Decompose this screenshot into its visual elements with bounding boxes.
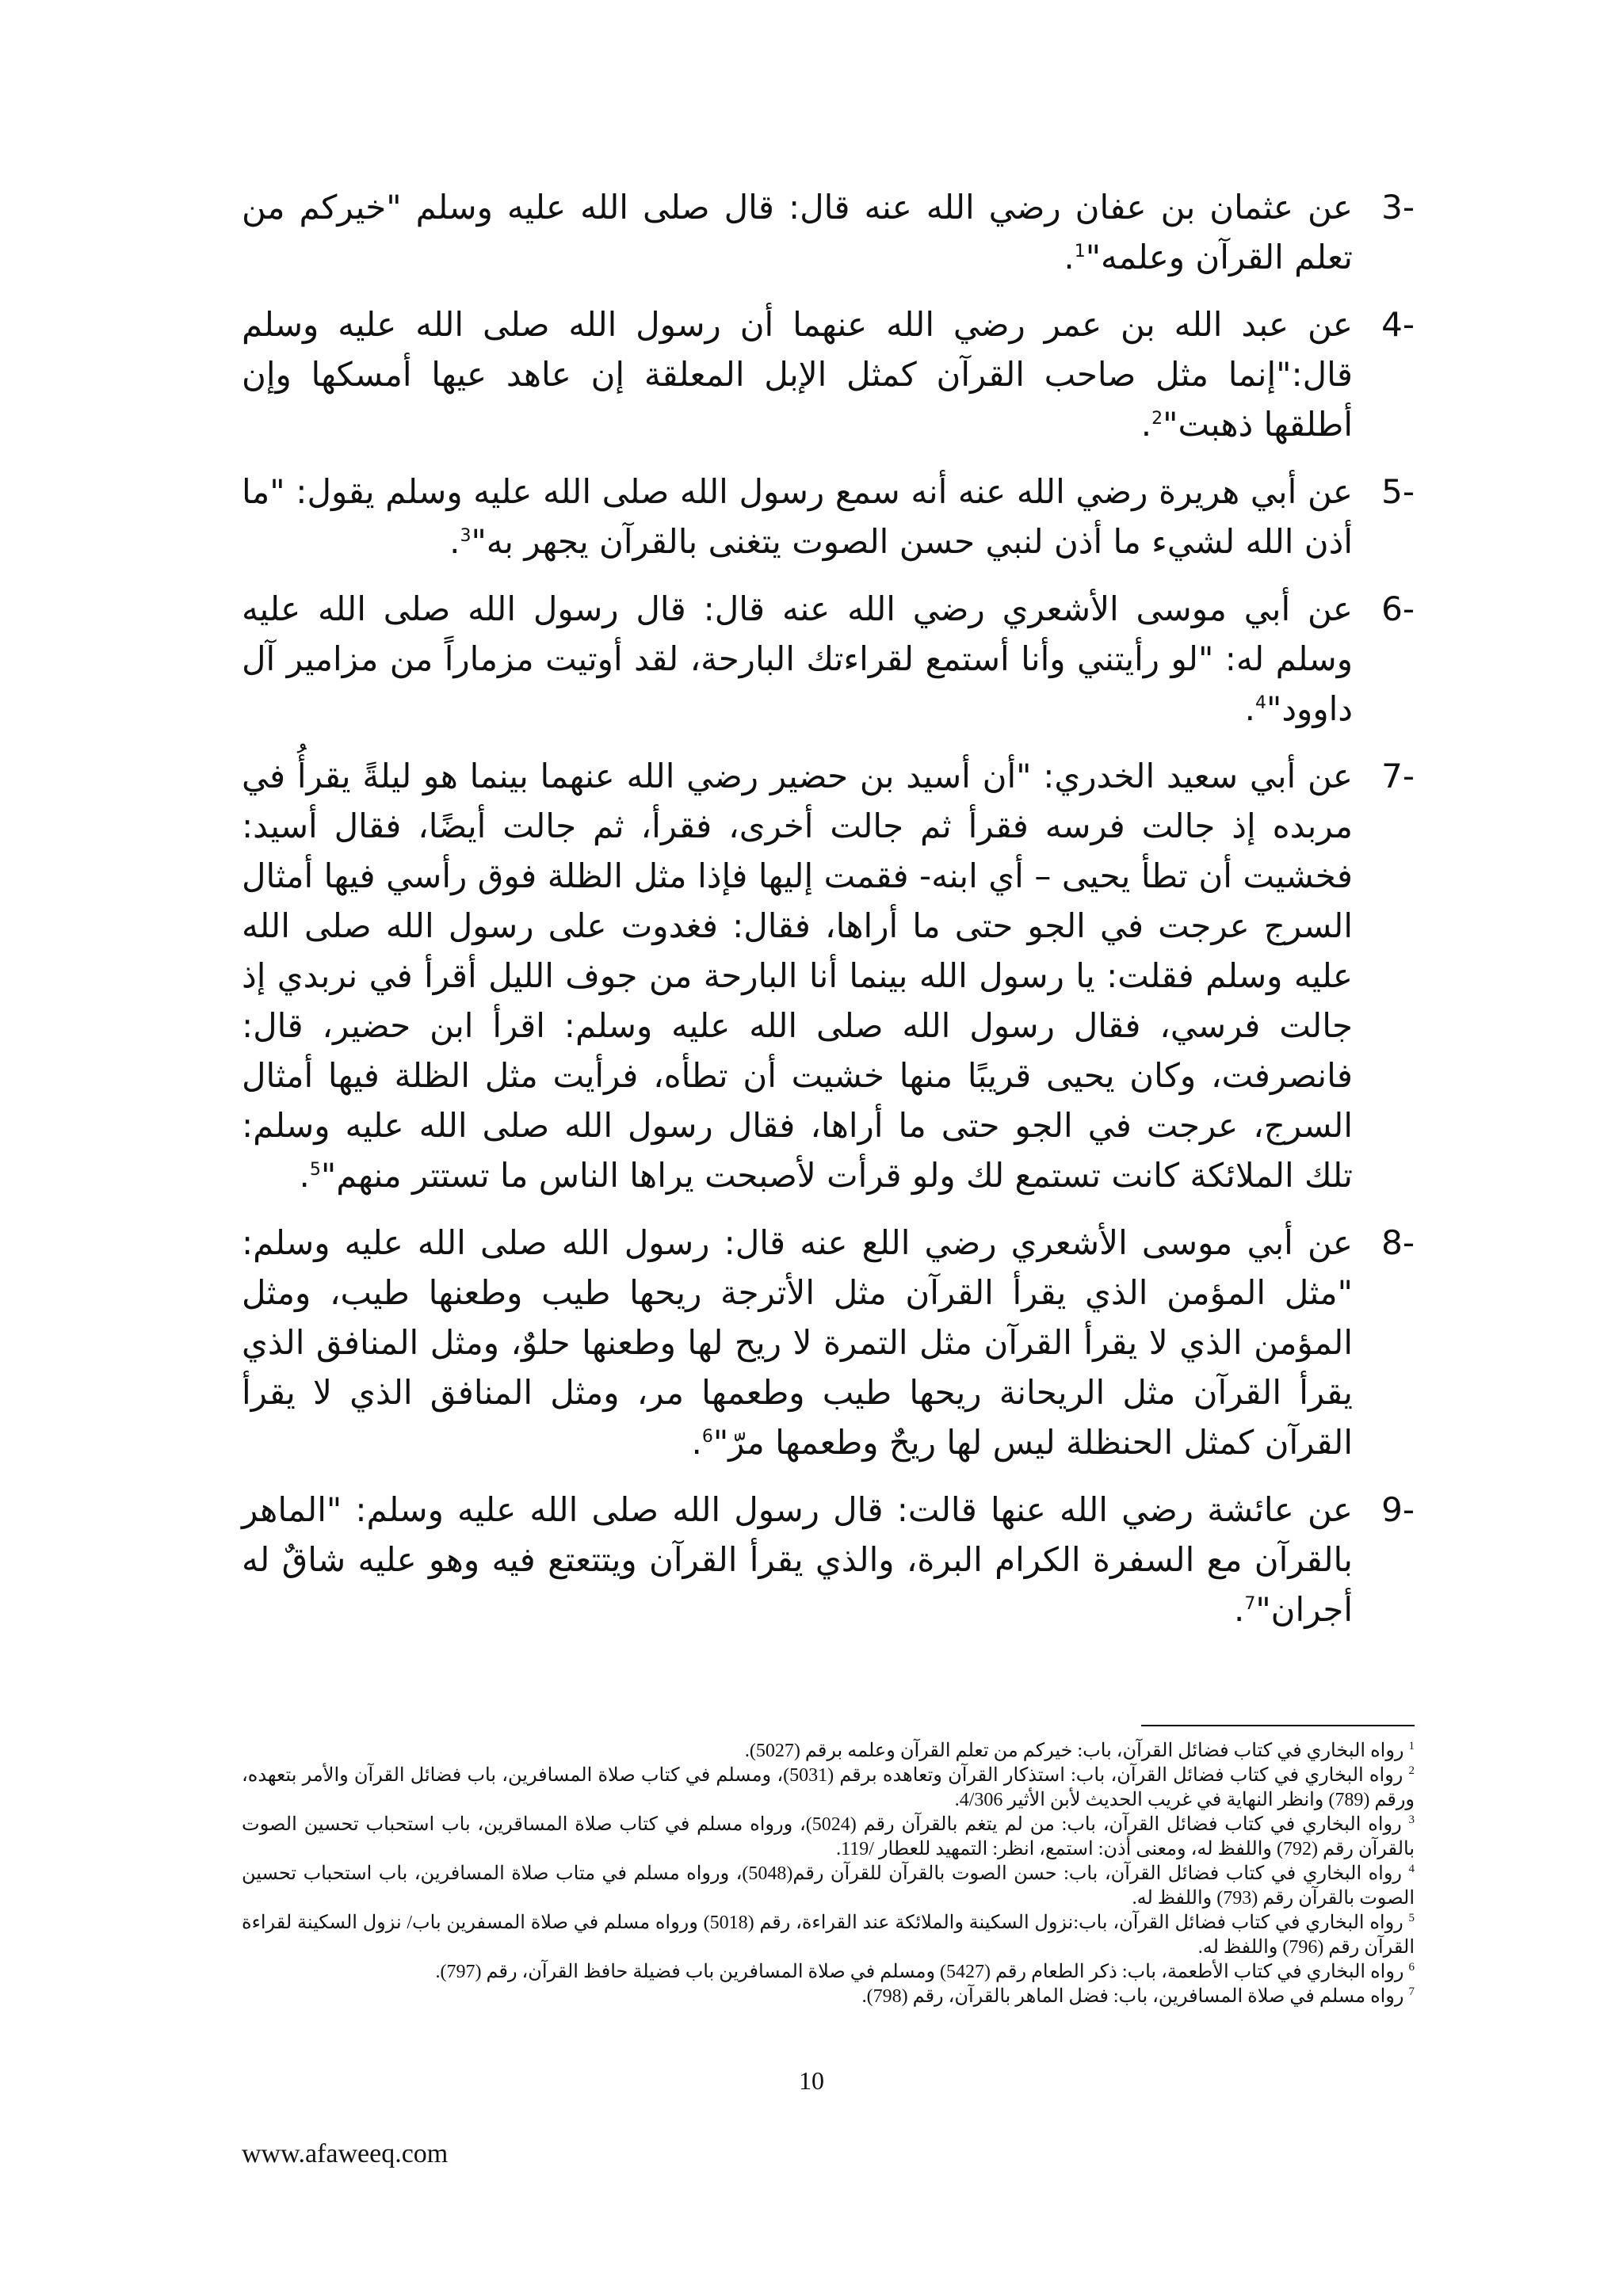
footnote-text: رواه البخاري في كتاب فضائل القرآن، باب: استذكار القرآن وتعاهده برقم (5031)، ومسلم في كتاب صلاة المسافرين، باب فضائل القرآن والأمر بتعهده، ورقم (789) وانظر النهاية في غريب الحديث لأبن الأثير 4/306. [242,1765,1415,1810]
footnote-reference: 2 [1151,409,1163,429]
footnote-separator [1141,1725,1415,1726]
hadith-body: عن عبد الله بن عمر رضي الله عنهما أن رسول الله صلى الله عليه وسلم قال:"إنما مثل صاحب القرآن كمثل الإبل المعلقة إن عاهد عيها أمسكها وإن أطلقها ذهبت" [242,305,1353,444]
footnote-reference: 3 [460,526,472,546]
hadith-end: . [1244,689,1256,728]
hadith-text [242,299,1353,449]
hadith-text [242,584,1353,734]
hadith-end: . [449,522,460,561]
hadith-number: -6 [1381,589,1415,628]
footnote-number: 4 [1408,1863,1415,1875]
hadith-end: . [1234,1590,1245,1629]
hadith-text [242,182,1353,282]
site-url: www.afaweeq.com [242,2139,449,2168]
footnote-number: 5 [1408,1912,1415,1924]
footnote-number: 2 [1408,1764,1415,1777]
footnote-number: 3 [1408,1814,1415,1826]
footnote-reference: 7 [1244,1594,1256,1614]
hadith-body: عن أبي موسى الأشعري رضي اللع عنه قال: رسول الله صلى الله عليه وسلم: "مثل المؤمن الذي يقرأ القرآن مثل الأترجة ريحها طيب وطعنها طيب، ومثل المؤمن الذي لا يقرأ القرآن مثل التمرة لا ريح لها وطعنها حلوٌ، ومثل المنافق الذي يقرأ القرآن مثل الريحانة ريحها طيب وطعمها مر، ومثل المنافق الذي لا يقرأ القرآن كمثل الحنظلة ليس لها ريحٌ وطعمها مرّ" [242,1223,1353,1462]
footnote-number: 1 [1408,1740,1415,1753]
hadith-item [242,182,1415,282]
hadith-number: -5 [1381,472,1415,511]
hadith-item [242,1218,1415,1467]
hadith-end: . [299,1156,310,1195]
page-number: 10 [799,2066,824,2095]
hadith-number: -9 [1381,1490,1415,1529]
hadith-end: . [691,1423,702,1462]
footnote-number: 7 [1408,1985,1415,1998]
hadith-list [242,182,1415,1652]
footnote-reference: 1 [1074,242,1086,261]
hadith-text [242,467,1353,566]
hadith-number: -7 [1381,757,1415,795]
footnote [242,1764,1415,1813]
hadith-number: -4 [1381,305,1415,344]
hadith-body: عن عائشة رضي الله عنها قالت: قال رسول الله صلى الله عليه وسلم: "الماهر بالقرآن مع السفرة الكرام البرة، والذي يقرأ القرآن ويتتعتع فيه وهو عليه شاقٌ له أجران" [242,1490,1353,1629]
footnote-reference: 4 [1255,693,1267,713]
hadith-number: -3 [1381,188,1415,227]
footnotes [242,1739,1415,2009]
footnote [242,1739,1415,1764]
hadith-item [242,299,1415,449]
footnote-text: رواه البخاري في كتاب فضائل القرآن، باب: خيركم من تعلم القرآن وعلمه برقم (5027). [744,1741,1404,1761]
footnote-reference: 6 [701,1427,713,1447]
footnote-text: رواه البخاري في كتاب فضائل القرآن، باب: من لم يتغم بالقرآن رقم (5024)، ورواه مسلم في كتاب صلاة المساقرين، باب استحباب تحسين الصوت بالقرآن رقم (792) واللفظ له، ومعنى أذن: استمع، انظر: التمهيد للعطار /119. [242,1814,1415,1859]
hadith-text [242,1485,1353,1634]
footnote-text: رواه البخاري في كتاب فضائل القرآن، باب:نزول السكينة والملائكة عند القراءة، رقم (5018) ورواه مسلم في صلاة المسفرين باب/ نزول السكينة لقراءة القرآن رقم (796) واللفظ له. [242,1913,1415,1958]
hadith-end: . [1064,238,1075,277]
hadith-item [242,584,1415,734]
footnote-text: رواه مسلم في صلاة المسافرين، باب: فضل الماهر بالقرآن، رقم (798). [861,1986,1404,2007]
hadith-item [242,751,1415,1200]
hadith-body: عن عثمان بن عفان رضي الله عنه قال: قال صلى الله عليه وسلم "خيركم من تعلم القرآن وعلمه" [242,188,1353,277]
footnote [242,1862,1415,1911]
hadith-body: عن أبي هريرة رضي الله عنه أنه سمع رسول الله صلى الله عليه وسلم يقول: "ما أذن الله لشيء ما أذن لنبي حسن الصوت يتغنى بالقرآن يجهر به" [242,472,1353,561]
footnote-number: 6 [1408,1961,1415,1974]
footnote [242,1911,1415,1960]
hadith-body: عن أبي سعيد الخدري: "أن أسيد بن حضير رضي الله عنهما بينما هو ليلةً يقرأُ في مربده إذ جالت فرسه فقرأ ثم جالت أخرى، فقرأ، ثم جالت أيضًا، فقال أسيد: فخشيت أن تطأ يحيى – أي ابنه- فقمت إليها فإذا مثل الظلة فوق رأسي فيها أمثال السرج عرجت في الجو حتى ما أراها، فقال: فغدوت على رسول الله صلى الله عليه وسلم فقلت: يا رسول الله بينما أنا البارحة من جوف الليل أقرأ في نربدي إذ جالت فرسي، فقال رسول الله صلى الله عليه وسلم: اقرأ ابن حضير، قال: فانصرفت، وكان يحيى قريبًا منها خشيت أن تطأه، فرأيت مثل الظلة فيها أمثال السرج، عرجت في الجو حتى ما أراها، فقال رسول الله صلى الله عليه وسلم: تلك الملائكة كانت تستمع لك ولو قرأت لأصبحت يراها الناس ما تستتر منهم" [242,757,1353,1195]
footnote-text: رواه البخاري في كتاب الأطعمة، باب: ذكر الطعام رقم (5427) ومسلم في صلاة المسافرين باب فضيلة حافظ القرآن، رقم (797). [435,1962,1404,1982]
hadith-item [242,467,1415,566]
footnote-reference: 5 [309,1160,321,1180]
hadith-item [242,1485,1415,1634]
hadith-body: عن أبي موسى الأشعري رضي الله عنه قال: قال رسول الله صلى الله عليه وسلم له: "لو رأيتني وأنا أستمع لقراءتك البارحة، لقد أوتيت مزماراً من مزامير آل داوود" [242,589,1353,728]
footnote-text: رواه البخاري في كتاب فضائل القرآن، باب: حسن الصوت بالقرآن للقرآن رقم(5048)، ورواه مسلم في متاب صلاة المسافرين، باب استحباب تحسين الصوت بالقرآن رقم (793) واللفظ له. [242,1863,1415,1909]
footnote [242,1813,1415,1862]
footnote [242,1985,1415,2009]
footnote [242,1960,1415,1985]
hadith-number: -8 [1381,1223,1415,1262]
hadith-end: . [1140,405,1152,444]
hadith-text [242,1218,1353,1467]
hadith-text [242,751,1353,1200]
